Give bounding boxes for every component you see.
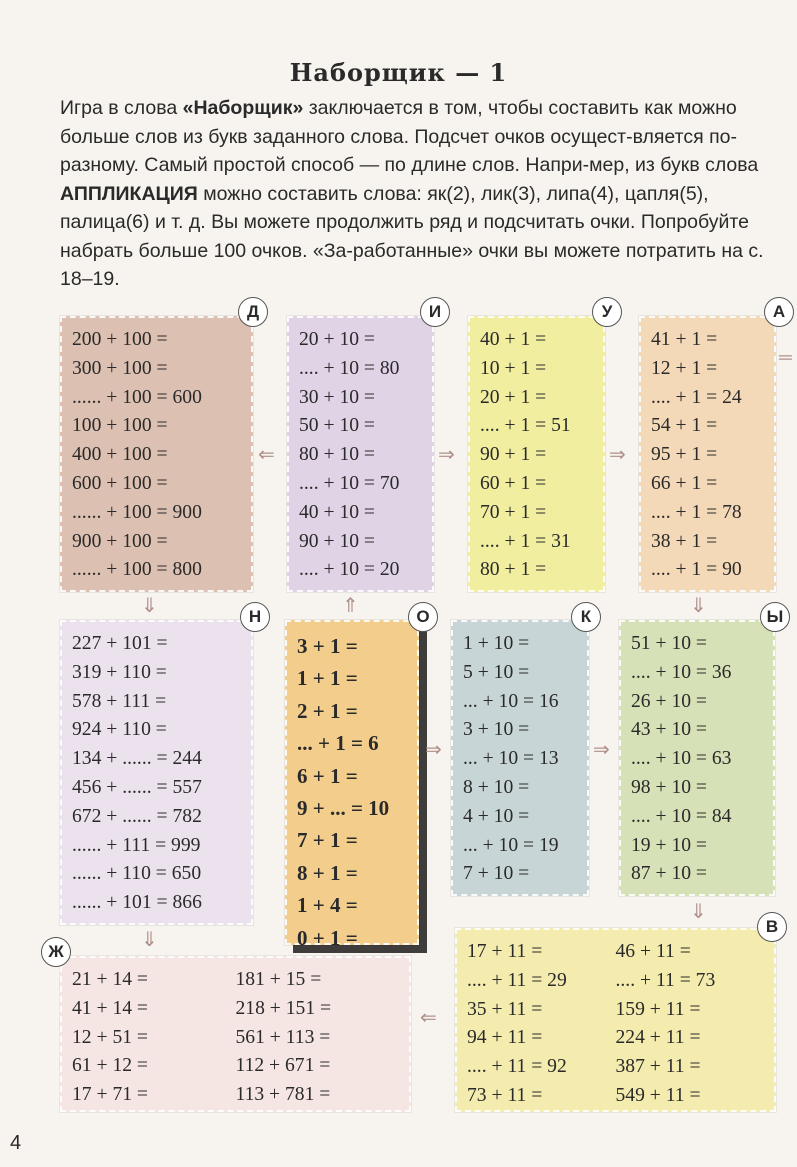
letter-badge-d: Д <box>238 297 268 327</box>
equation: 46 + 11 = <box>615 941 691 962</box>
equation: 10 + 1 = <box>480 357 547 379</box>
equation: ... + 1 = 6 <box>297 731 379 756</box>
equation: .... + 11 = 29 <box>467 969 567 991</box>
arrow-right-icon: ⇒ <box>438 444 455 466</box>
equation: 20 + 10 = <box>299 329 375 350</box>
equation: 54 + 1 = <box>651 415 718 437</box>
equation: ...... + 101 = 866 <box>72 892 202 914</box>
equation: 12 + 51 = <box>72 1026 148 1048</box>
equation: 1 + 1 = <box>297 666 358 691</box>
equation: 672 + ...... = 782 <box>72 805 202 827</box>
equation: 66 + 1 = <box>651 472 718 494</box>
equation: 98 + 10 = <box>631 776 707 798</box>
equation: 7 + 10 = <box>463 863 530 885</box>
equation: 3 + 10 = <box>463 719 530 741</box>
equation: 35 + 11 = <box>467 998 543 1020</box>
equation: 40 + 10 = <box>299 501 375 523</box>
arrow-down-icon: ⇓ <box>690 901 707 923</box>
arrow-left-icon: ⇐ <box>420 1007 437 1029</box>
puzzle-box-u <box>468 316 605 592</box>
equation: 21 + 14 = <box>72 969 148 990</box>
puzzle-box-y <box>619 620 775 896</box>
equation: .... + 1 = 31 <box>480 530 571 552</box>
puzzle-box-k <box>451 620 589 896</box>
equation: 5 + 10 = <box>463 661 530 683</box>
intro-game-name: «Наборщик» <box>182 97 304 119</box>
letter-badge-a: А <box>764 297 794 327</box>
puzzle-box-o <box>285 620 419 950</box>
equation: 6 + 1 = <box>297 763 358 788</box>
equation: 300 + 100 = <box>72 357 168 379</box>
equation: ...... + 100 = 900 <box>72 501 202 523</box>
equation: 43 + 10 = <box>631 719 707 741</box>
puzzle-box-n <box>60 620 253 925</box>
equation: .... + 11 = 92 <box>467 1056 567 1078</box>
equation: 400 + 100 = <box>72 444 168 466</box>
equation: 0 + 1 = <box>297 925 358 950</box>
letter-badge-v: В <box>757 912 787 942</box>
equation: 387 + 11 = <box>615 1056 701 1078</box>
equation: ... + 10 = 16 <box>463 690 559 712</box>
puzzle-box-i <box>287 316 434 592</box>
equation: 200 + 100 = <box>72 329 168 350</box>
equation: 3 + 1 = <box>297 634 358 658</box>
page-title: Наборщик — 1 <box>289 58 508 87</box>
equation: 4 + 10 = <box>463 805 530 827</box>
equation: 1 + 4 = <box>297 893 358 918</box>
arrow-right-icon: ═ <box>779 347 792 367</box>
equation: 8 + 10 = <box>463 776 530 798</box>
puzzle-box-v <box>455 928 776 1112</box>
equation: .... + 10 = 70 <box>299 472 400 494</box>
equation: 181 + 15 = <box>235 969 322 990</box>
equation: ...... + 111 = 999 <box>72 834 201 856</box>
equation: .... + 11 = 73 <box>615 969 716 991</box>
letter-badge-zh: Ж <box>41 937 71 967</box>
equation: ...... + 110 = 650 <box>72 863 202 885</box>
equation: 549 + 11 = <box>615 1084 701 1106</box>
arrow-right-icon: ⇒ <box>425 739 442 761</box>
equation: 26 + 10 = <box>631 690 707 712</box>
equation: .... + 10 = 80 <box>299 357 400 379</box>
equation: 95 + 1 = <box>651 444 718 466</box>
equation: 20 + 1 = <box>480 386 547 408</box>
equation: .... + 10 = 84 <box>631 805 732 827</box>
equation: 900 + 100 = <box>72 530 168 552</box>
equation: .... + 1 = 51 <box>480 415 571 437</box>
equation: 924 + 110 = <box>72 719 167 741</box>
equation: .... + 1 = 24 <box>651 386 742 408</box>
equation: .... + 1 = 78 <box>651 501 742 523</box>
puzzle-box-d <box>60 316 253 592</box>
equation-column <box>235 966 400 1106</box>
equation: 51 + 10 = <box>631 633 707 654</box>
equation: ... + 10 = 19 <box>463 834 559 856</box>
equation: 159 + 11 = <box>615 998 701 1020</box>
arrow-right-icon: ⇒ <box>609 444 626 466</box>
intro-text-1: Игра в слова <box>60 97 183 119</box>
equation: 94 + 11 = <box>467 1027 543 1049</box>
equation: 12 + 1 = <box>651 357 718 379</box>
equation: ...... + 100 = 800 <box>72 559 202 581</box>
equation: 80 + 1 = <box>480 559 547 581</box>
equation: .... + 10 = 20 <box>299 559 400 581</box>
equation: 456 + ...... = 557 <box>72 776 202 798</box>
equation-column <box>72 966 236 1106</box>
equation: 112 + 671 = <box>235 1055 331 1077</box>
intro-paragraph <box>60 94 772 294</box>
equation: .... + 10 = 63 <box>631 748 732 770</box>
equation: 113 + 781 = <box>235 1084 331 1106</box>
equation: .... + 10 = 36 <box>631 661 732 683</box>
equation: 578 + 111 = <box>72 690 167 712</box>
equation: .... + 1 = 90 <box>651 559 742 581</box>
equation: 218 + 151 = <box>235 997 332 1019</box>
letter-badge-u: У <box>592 297 622 327</box>
equation: 1 + 10 = <box>463 633 530 654</box>
intro-main-word: АППЛИКАЦИЯ <box>60 182 198 205</box>
equation: 19 + 10 = <box>631 834 707 856</box>
arrow-up-icon: ⇑ <box>342 595 359 617</box>
intro-text-2: заключается в том, чтобы составить как можно больше слов из букв заданного слова. Подсчет очков осущест-вляется по-разному. Самый простой способ — по длине слов. Напри-мер, из букв слова <box>60 97 759 176</box>
equation: 9 + ... = 10 <box>297 795 390 820</box>
equation: 40 + 1 = <box>480 329 547 350</box>
equation: 80 + 10 = <box>299 444 375 466</box>
equation: 41 + 14 = <box>72 997 148 1019</box>
arrow-down-icon: ⇓ <box>690 595 707 617</box>
equation: 8 + 1 = <box>297 860 358 885</box>
equation: 60 + 1 = <box>480 472 547 494</box>
equation: 7 + 1 = <box>297 828 358 853</box>
equation: 134 + ...... = 244 <box>72 748 202 770</box>
equation: 319 + 110 = <box>72 661 167 683</box>
equation: 61 + 12 = <box>72 1055 148 1077</box>
intro-text-3: можно составить слова: як(2), лик(3), липа(4), цапля(5), палица(6) и т. д. Вы можете продолжить ряд и подсчитать очки. Попробуйте набрать больше 100 очков. «За-работанные» очки вы можете потратить на с. 18–19. <box>60 182 764 290</box>
puzzle-box-a <box>639 316 776 592</box>
arrow-right-icon: ⇒ <box>593 739 610 761</box>
equation: 224 + 11 = <box>615 1027 701 1049</box>
letter-badge-n: Н <box>240 602 270 632</box>
equation: ... + 10 = 13 <box>463 748 559 770</box>
equation: 73 + 11 = <box>467 1084 543 1106</box>
equation: 30 + 10 = <box>299 386 375 408</box>
equation: 100 + 100 = <box>72 415 168 437</box>
arrow-down-icon: ⇓ <box>141 595 158 617</box>
equation: 50 + 10 = <box>299 415 375 437</box>
page-number: 4 <box>10 1132 22 1154</box>
equation: 561 + 113 = <box>235 1026 331 1048</box>
letter-badge-i: И <box>420 297 450 327</box>
equation-column <box>467 938 616 1106</box>
equation: ...... + 100 = 600 <box>72 386 202 408</box>
equation-column <box>615 938 765 1106</box>
equation: 41 + 1 = <box>651 329 718 350</box>
equation: 2 + 1 = <box>297 698 358 723</box>
equation: 227 + 101 = <box>72 633 168 654</box>
equation: 17 + 71 = <box>72 1084 148 1106</box>
puzzle-box-zh <box>60 956 411 1112</box>
arrow-left-icon: ⇐ <box>258 444 275 466</box>
equation: 70 + 1 = <box>480 501 547 523</box>
equation: 87 + 10 = <box>631 863 707 885</box>
equation: 17 + 11 = <box>467 941 543 962</box>
equation: 90 + 1 = <box>480 444 547 466</box>
letter-badge-o: О <box>408 602 438 632</box>
arrow-down-icon: ⇓ <box>141 929 158 951</box>
letter-badge-y: Ы <box>760 602 790 632</box>
equation: 38 + 1 = <box>651 530 718 552</box>
letter-badge-k: К <box>571 602 601 632</box>
equation: 600 + 100 = <box>72 472 168 494</box>
equation: 90 + 10 = <box>299 530 375 552</box>
